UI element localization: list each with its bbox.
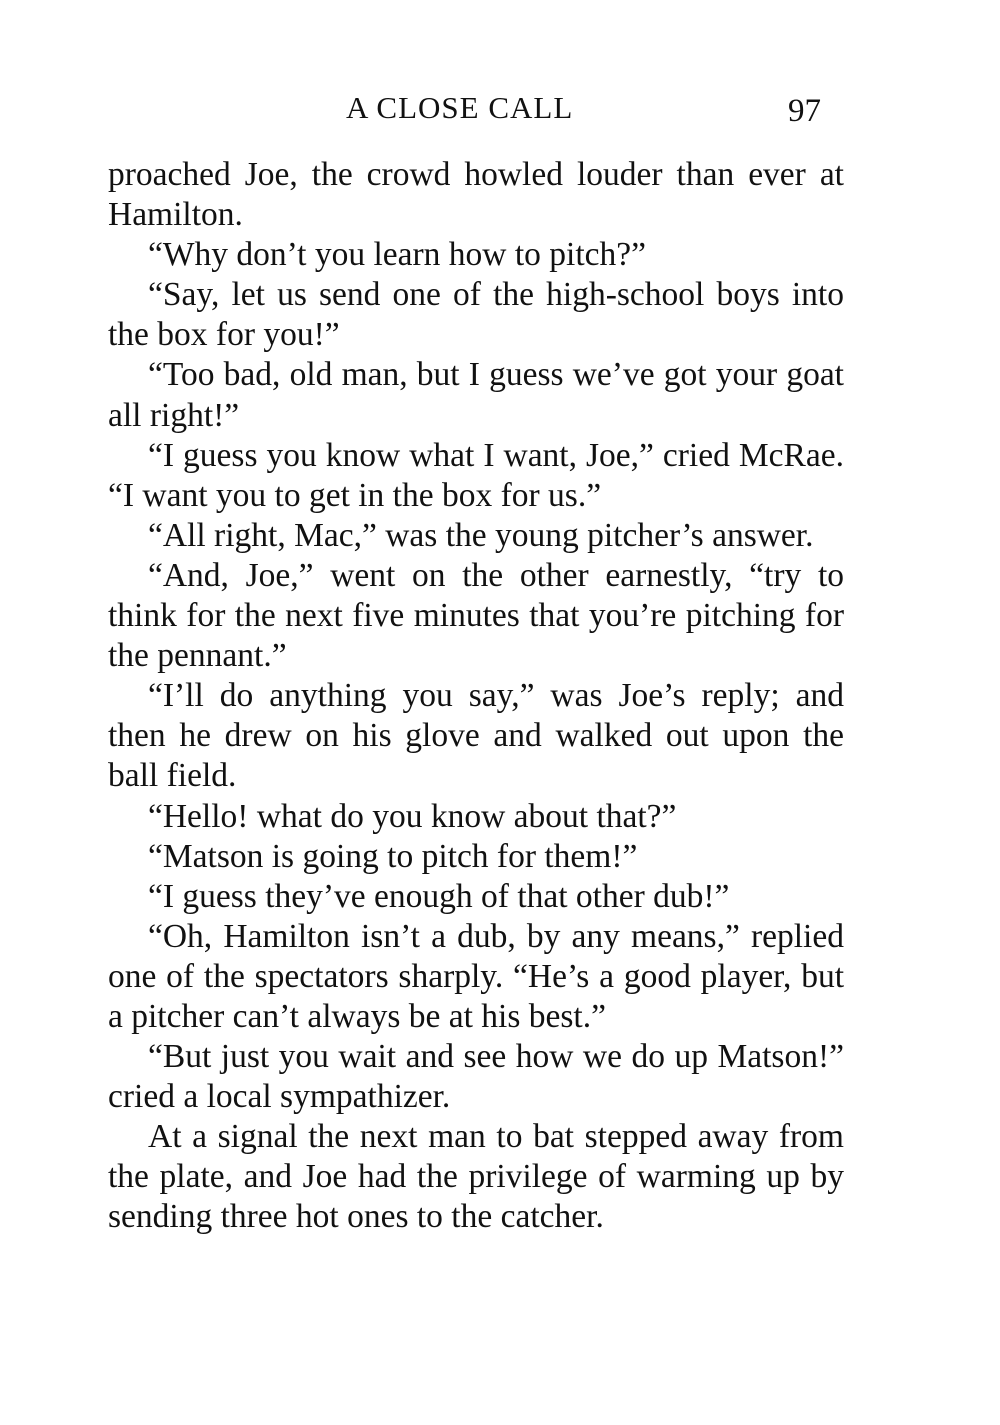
paragraph: “I guess you know what I want, Joe,” cried McRae. “I want you to get in the box for us.”	[108, 436, 844, 514]
paragraph: “I’ll do anything you say,” was Joe’s reply; and then he drew on his glove and walked out upon the ball field.	[108, 677, 844, 795]
paragraph: “Too bad, old man, but I guess we’ve got your goat all right!”	[108, 356, 844, 434]
paragraph: “Oh, Hamilton isn’t a dub, by any means,” replied one of the spectators sharply. “He’s a good player, but a pitcher can’t always be at his best.”	[108, 917, 844, 1035]
paragraph: “All right, Mac,” was the young pitcher’s answer.	[148, 516, 814, 554]
paragraph: “Hello! what do you know about that?”	[148, 797, 677, 835]
paragraph: proached Joe, the crowd howled louder than ever at Hamilton.	[108, 156, 844, 234]
paragraph: “Why don’t you learn how to pitch?”	[148, 236, 647, 274]
paragraph: “And, Joe,” went on the other earnestly, “try to think for the next five minutes that you’re pitching for the pennant.”	[108, 556, 844, 675]
paragraph: “Say, let us send one of the high-school boys into the box for you!”	[108, 276, 844, 354]
paragraph: “But just you wait and see how we do up Matson!” cried a local sympathizer.	[108, 1038, 844, 1116]
paragraph: At a signal the next man to bat stepped away from the plate, and Joe had the privilege of warming up by sending three hot ones to the catcher.	[108, 1118, 844, 1236]
body-text	[108, 155, 844, 1238]
paragraph: “I guess they’ve enough of that other dub!”	[148, 877, 730, 915]
paragraph: “Matson is going to pitch for them!”	[148, 837, 638, 875]
running-title: A CLOSE CALL	[346, 90, 574, 125]
running-head	[0, 88, 1000, 132]
page-number: 97	[788, 93, 821, 129]
